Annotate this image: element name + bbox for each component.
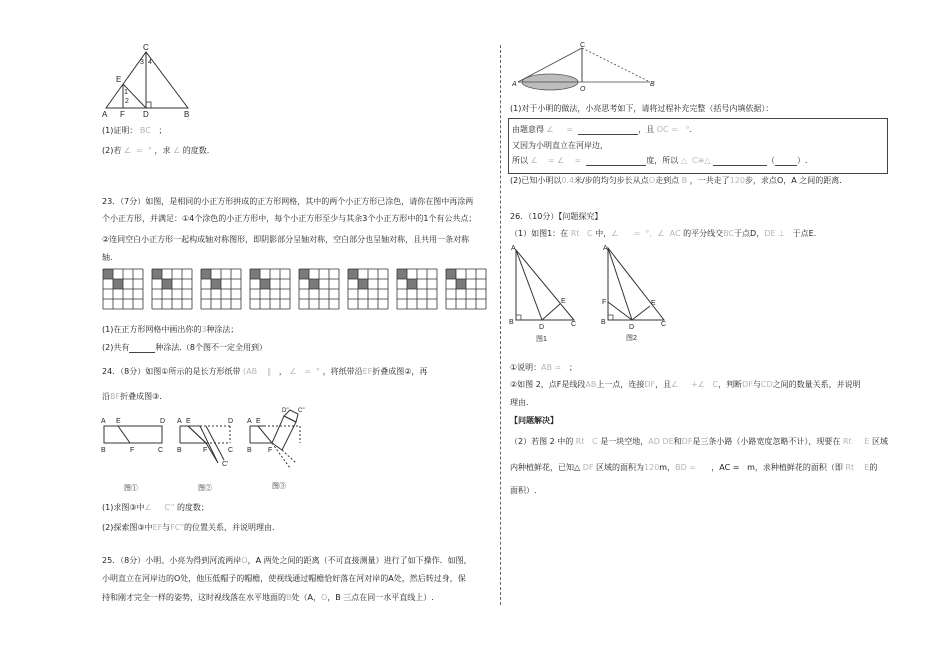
angle-3: 3 bbox=[140, 59, 144, 66]
q23-sub2: (2)共有 种涂法.（8个图不一定全用到） bbox=[102, 343, 267, 352]
shaded-cell bbox=[358, 279, 368, 289]
q24-sub2: (2)探索图③中EF与FC"的位置关系，并说明理由. bbox=[102, 523, 275, 532]
q23-line1: 23．（7分）如图，是相同的小正方形拼成的正方形网格，其中的两个小正方形已涂色，请你在图中再涂两 bbox=[102, 197, 474, 206]
square-grid[interactable] bbox=[348, 269, 388, 309]
q23-line4: 轴. bbox=[102, 253, 113, 262]
q26-sub2: ②如图 2，点F是线段AB上一点，连接DF，且∠ +∠ C，判断DF与CD之间的数量关系，并说明 bbox=[510, 380, 861, 389]
shaded-cell bbox=[446, 269, 456, 279]
fig26-1-A: A bbox=[511, 245, 516, 252]
shaded-cell bbox=[162, 279, 172, 289]
fig26-2-C: C bbox=[661, 321, 667, 328]
q23-line3: ②连同空白小正方形一起构成轴对称图形，即阴影部分呈轴对称，空白部分也呈轴对称，且共用一条对称 bbox=[102, 235, 470, 244]
q26-sub2-cont: 理由. bbox=[510, 398, 529, 407]
fig3-E: E bbox=[256, 418, 261, 425]
fig3-caption: 图③ bbox=[272, 483, 286, 490]
q26-line1: （1）如图1：在 Rt C 中，∠ = °，∠ AC 的平分线交BC于点D，DE ⊥ 于点E. bbox=[510, 229, 817, 238]
shaded-cell bbox=[407, 279, 417, 289]
q25-line3: 持和刚才完全一样的姿势，这时视线落在水平地面的B处（A，O，B 三点在同一水平直线上）. bbox=[102, 593, 434, 602]
fig1-D: D bbox=[160, 418, 166, 425]
fig3-Cpp: C'' bbox=[298, 408, 305, 414]
fig25-O: O bbox=[580, 86, 586, 93]
q26-part2-line2: 内种植鲜花，已知△ DF 区域的面积为120m，BD = ，AC = m，求种植鲜花的面积（即 Rt E的 bbox=[510, 463, 878, 472]
label-E: E bbox=[116, 75, 122, 84]
fig26-caption1: 图1 bbox=[536, 336, 547, 343]
square-grid[interactable] bbox=[446, 269, 486, 309]
proof-line1: 由题意得 ∠ = ，且 OC = °. bbox=[512, 125, 693, 134]
shaded-cell bbox=[348, 269, 358, 279]
fig3-F: F bbox=[268, 447, 273, 454]
fig26-2-B: B bbox=[601, 319, 606, 326]
shaded-cell bbox=[250, 269, 260, 279]
square-grid[interactable] bbox=[103, 269, 143, 309]
square-grids bbox=[102, 268, 472, 314]
q22-part2: (2)若 ∠ = ° ，求 ∠ 的度数. bbox=[102, 146, 210, 155]
shaded-cell bbox=[211, 279, 221, 289]
label-C: C bbox=[143, 43, 149, 52]
fig25-A: A bbox=[512, 81, 517, 88]
fig1-F: F bbox=[130, 447, 135, 454]
fig26-1-D: D bbox=[539, 324, 545, 331]
shaded-cell bbox=[113, 279, 123, 289]
fig25-C: C bbox=[580, 42, 586, 49]
shaded-cell bbox=[299, 269, 309, 279]
square-grid[interactable] bbox=[152, 269, 192, 309]
fig26-1-B: B bbox=[509, 319, 514, 326]
square-grid[interactable] bbox=[250, 269, 290, 309]
q26-part2-line1: （2）若图 2 中的 Rt C 是一块空地，AD DE和DF是三条小路（小路宽度忽略不计），现要在 Rt E 区域 bbox=[510, 437, 888, 446]
fig2-caption: 图② bbox=[198, 485, 212, 492]
column-divider bbox=[500, 45, 501, 605]
fig2-D: D bbox=[228, 418, 234, 425]
fig25-B: B bbox=[650, 81, 655, 88]
square-grid[interactable] bbox=[397, 269, 437, 309]
shaded-cell bbox=[309, 279, 319, 289]
q25-line1: 25．（8分）小明、小亮为得到河流两岸O，A 两处之间的距离（不可直接测量）进行了如下操作．如图， bbox=[102, 556, 472, 565]
label-A: A bbox=[102, 110, 108, 119]
label-B: B bbox=[184, 110, 190, 119]
q23-line2: 个小正方形，并满足：①4个涂色的小正方形中，每个小正方形至少与其余3个小正方形中的1个有公共点； bbox=[102, 214, 477, 223]
q26-part2-line3: 面积）. bbox=[510, 486, 537, 495]
q25-line2: 小明直立在河岸边的O处，他压低帽子的帽檐，使视线通过帽檐恰好落在河对岸的A处，然后转过身，保 bbox=[102, 574, 466, 583]
proof-line2: 又因为小明直立在河岸边， bbox=[512, 141, 608, 150]
square-grid[interactable] bbox=[299, 269, 339, 309]
angle-1: 1 bbox=[124, 89, 128, 96]
fig2-F: F bbox=[203, 447, 208, 454]
fig1-E: E bbox=[116, 418, 121, 425]
angle-2: 2 bbox=[125, 98, 129, 105]
fig26-2-E: E bbox=[651, 300, 656, 307]
triangle-figure-q22 bbox=[98, 44, 198, 120]
fig1-B: B bbox=[101, 447, 106, 454]
q26-figures bbox=[508, 242, 668, 346]
fig26-caption2: 图2 bbox=[626, 335, 637, 342]
q25-sub2: (2)已知小明以0.4米/步的均匀步长从点O走到点 B ，一共走了120步，求点O，A 之间的距离. bbox=[510, 176, 842, 185]
angle-4: 4 bbox=[148, 59, 152, 66]
fig2-A: A bbox=[177, 418, 182, 425]
fig3-B: B bbox=[247, 447, 252, 454]
q22-part1: (1)证明： BC ； bbox=[102, 126, 167, 135]
q25-river-figure bbox=[512, 42, 660, 92]
q26-title: 26．（10分）【问题探究】 bbox=[510, 212, 603, 221]
shaded-cell bbox=[152, 269, 162, 279]
fig26-1-E: E bbox=[561, 298, 566, 305]
fig26-1-C: C bbox=[571, 321, 577, 328]
label-F: F bbox=[120, 110, 125, 119]
shaded-cell bbox=[260, 279, 270, 289]
fig26-2-D: D bbox=[629, 324, 635, 331]
q25-sub1: (1)对于小明的做法，小亮思考如下，请将过程补充完整（括号内填依据）： bbox=[510, 104, 774, 113]
fig26-2-A: A bbox=[603, 245, 608, 252]
shaded-cell bbox=[456, 279, 466, 289]
fig2-C: C bbox=[228, 447, 234, 454]
fig1-caption: 图① bbox=[124, 485, 138, 492]
fig3-Dpp: D'' bbox=[282, 408, 289, 414]
label-D: D bbox=[143, 110, 149, 119]
fig2-E: E bbox=[186, 418, 191, 425]
q24-figures bbox=[100, 408, 330, 498]
shaded-cell bbox=[397, 269, 407, 279]
fig26-2-F: F bbox=[602, 299, 607, 306]
fig1-C: C bbox=[158, 447, 164, 454]
q24-sub1: (1)求图③中∠ C'' 的度数； bbox=[102, 503, 209, 512]
shaded-cell bbox=[103, 269, 113, 279]
fig2-B: B bbox=[177, 447, 182, 454]
proof-line3: 所以 ∠ = ∠ = 度，所以 △ C≅△ （ ）. bbox=[512, 156, 808, 165]
fig3-A: A bbox=[247, 418, 252, 425]
shaded-cell bbox=[201, 269, 211, 279]
q26-section-solve: 【问题解决】 bbox=[510, 416, 558, 425]
square-grid[interactable] bbox=[201, 269, 241, 309]
q24-line1: 24．（8分）如图①所示的是长方形纸带 (AB ∥ ， ∠ = ° ，将纸带沿EF折叠成图②，再 bbox=[102, 367, 428, 376]
q23-sub1: (1)在正方形网格中画出你的3种涂法； bbox=[102, 325, 239, 334]
fig2-Cp: C' bbox=[222, 461, 229, 468]
fig1-A: A bbox=[101, 418, 106, 425]
q24-line2: 沿BF折叠成图③. bbox=[102, 392, 162, 401]
q26-sub1: ①说明：AB = ； bbox=[510, 363, 578, 372]
